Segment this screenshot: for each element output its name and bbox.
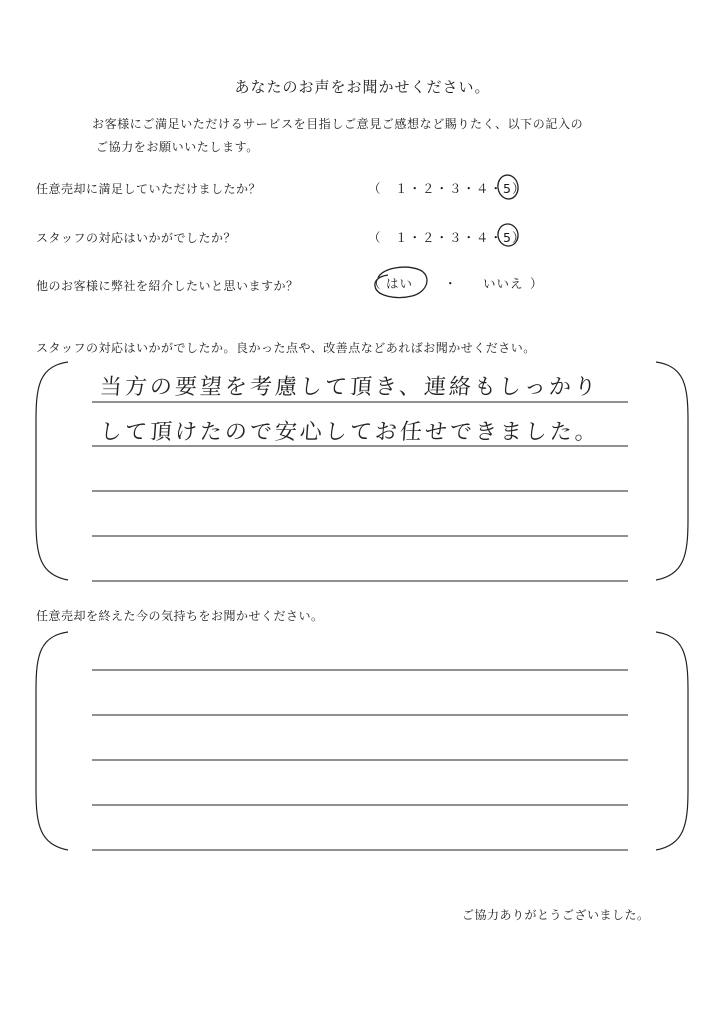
selection-circle-q1 — [496, 173, 520, 200]
question-2-close-paren: ） — [511, 230, 526, 245]
question-3-option-no[interactable]: いいえ — [483, 276, 524, 291]
page-title: あなたのお声をお聞かせください。 — [234, 78, 491, 96]
question-3-option-yes[interactable]: はい — [386, 276, 414, 291]
section-1-bracket-right — [656, 362, 688, 580]
question-1-close-paren: ） — [511, 181, 526, 196]
question-2-label: スタッフの対応はいかがでしたか？ — [36, 231, 237, 245]
question-3-label: 他のお客様に弊社を紹介したいと思いますか？ — [36, 279, 299, 293]
section-1-prompt: スタッフの対応はいかがでしたか。良かった点や、改善点などあればお聞かせください。 — [36, 341, 536, 355]
question-2-scale-options: （ １・２・３・４・ — [368, 230, 504, 245]
question-1-selected-value: 5 — [503, 181, 512, 196]
section-2-prompt: 任意売却を終えた今の気持ちをお聞かせください。 — [36, 609, 324, 623]
section-1-bracket-left — [36, 362, 68, 580]
handwritten-answer-line-2: して頂けたので安心してお任せできました。 — [98, 420, 601, 445]
section-2-bracket-left — [36, 632, 68, 850]
question-2-selected-value: 5 — [503, 230, 512, 245]
selection-circle-q2 — [496, 222, 520, 247]
question-1-label: 任意売却に満足していただけましたか？ — [36, 182, 262, 196]
thanks-text: ご協力ありがとうございました。 — [462, 908, 650, 922]
selection-circle-q3 — [375, 267, 427, 297]
question-1-scale-options: （ １・２・３・４・ — [368, 181, 504, 196]
section-2-bracket-right — [656, 632, 688, 850]
question-3-close-paren: ） — [530, 276, 544, 291]
intro-line-1: お客様にご満足いただけるサービスを目指しご意見ご感想など賜りたく、以下の記入の — [92, 117, 584, 131]
question-3-separator: ・ — [444, 276, 458, 291]
question-3-open-paren: （ — [368, 276, 382, 291]
handwritten-answer-line-1: 当方の要望を考慮して頂き、連絡もしっかり — [98, 375, 600, 400]
intro-line-2: ご協力をお願いいたします。 — [96, 140, 259, 154]
